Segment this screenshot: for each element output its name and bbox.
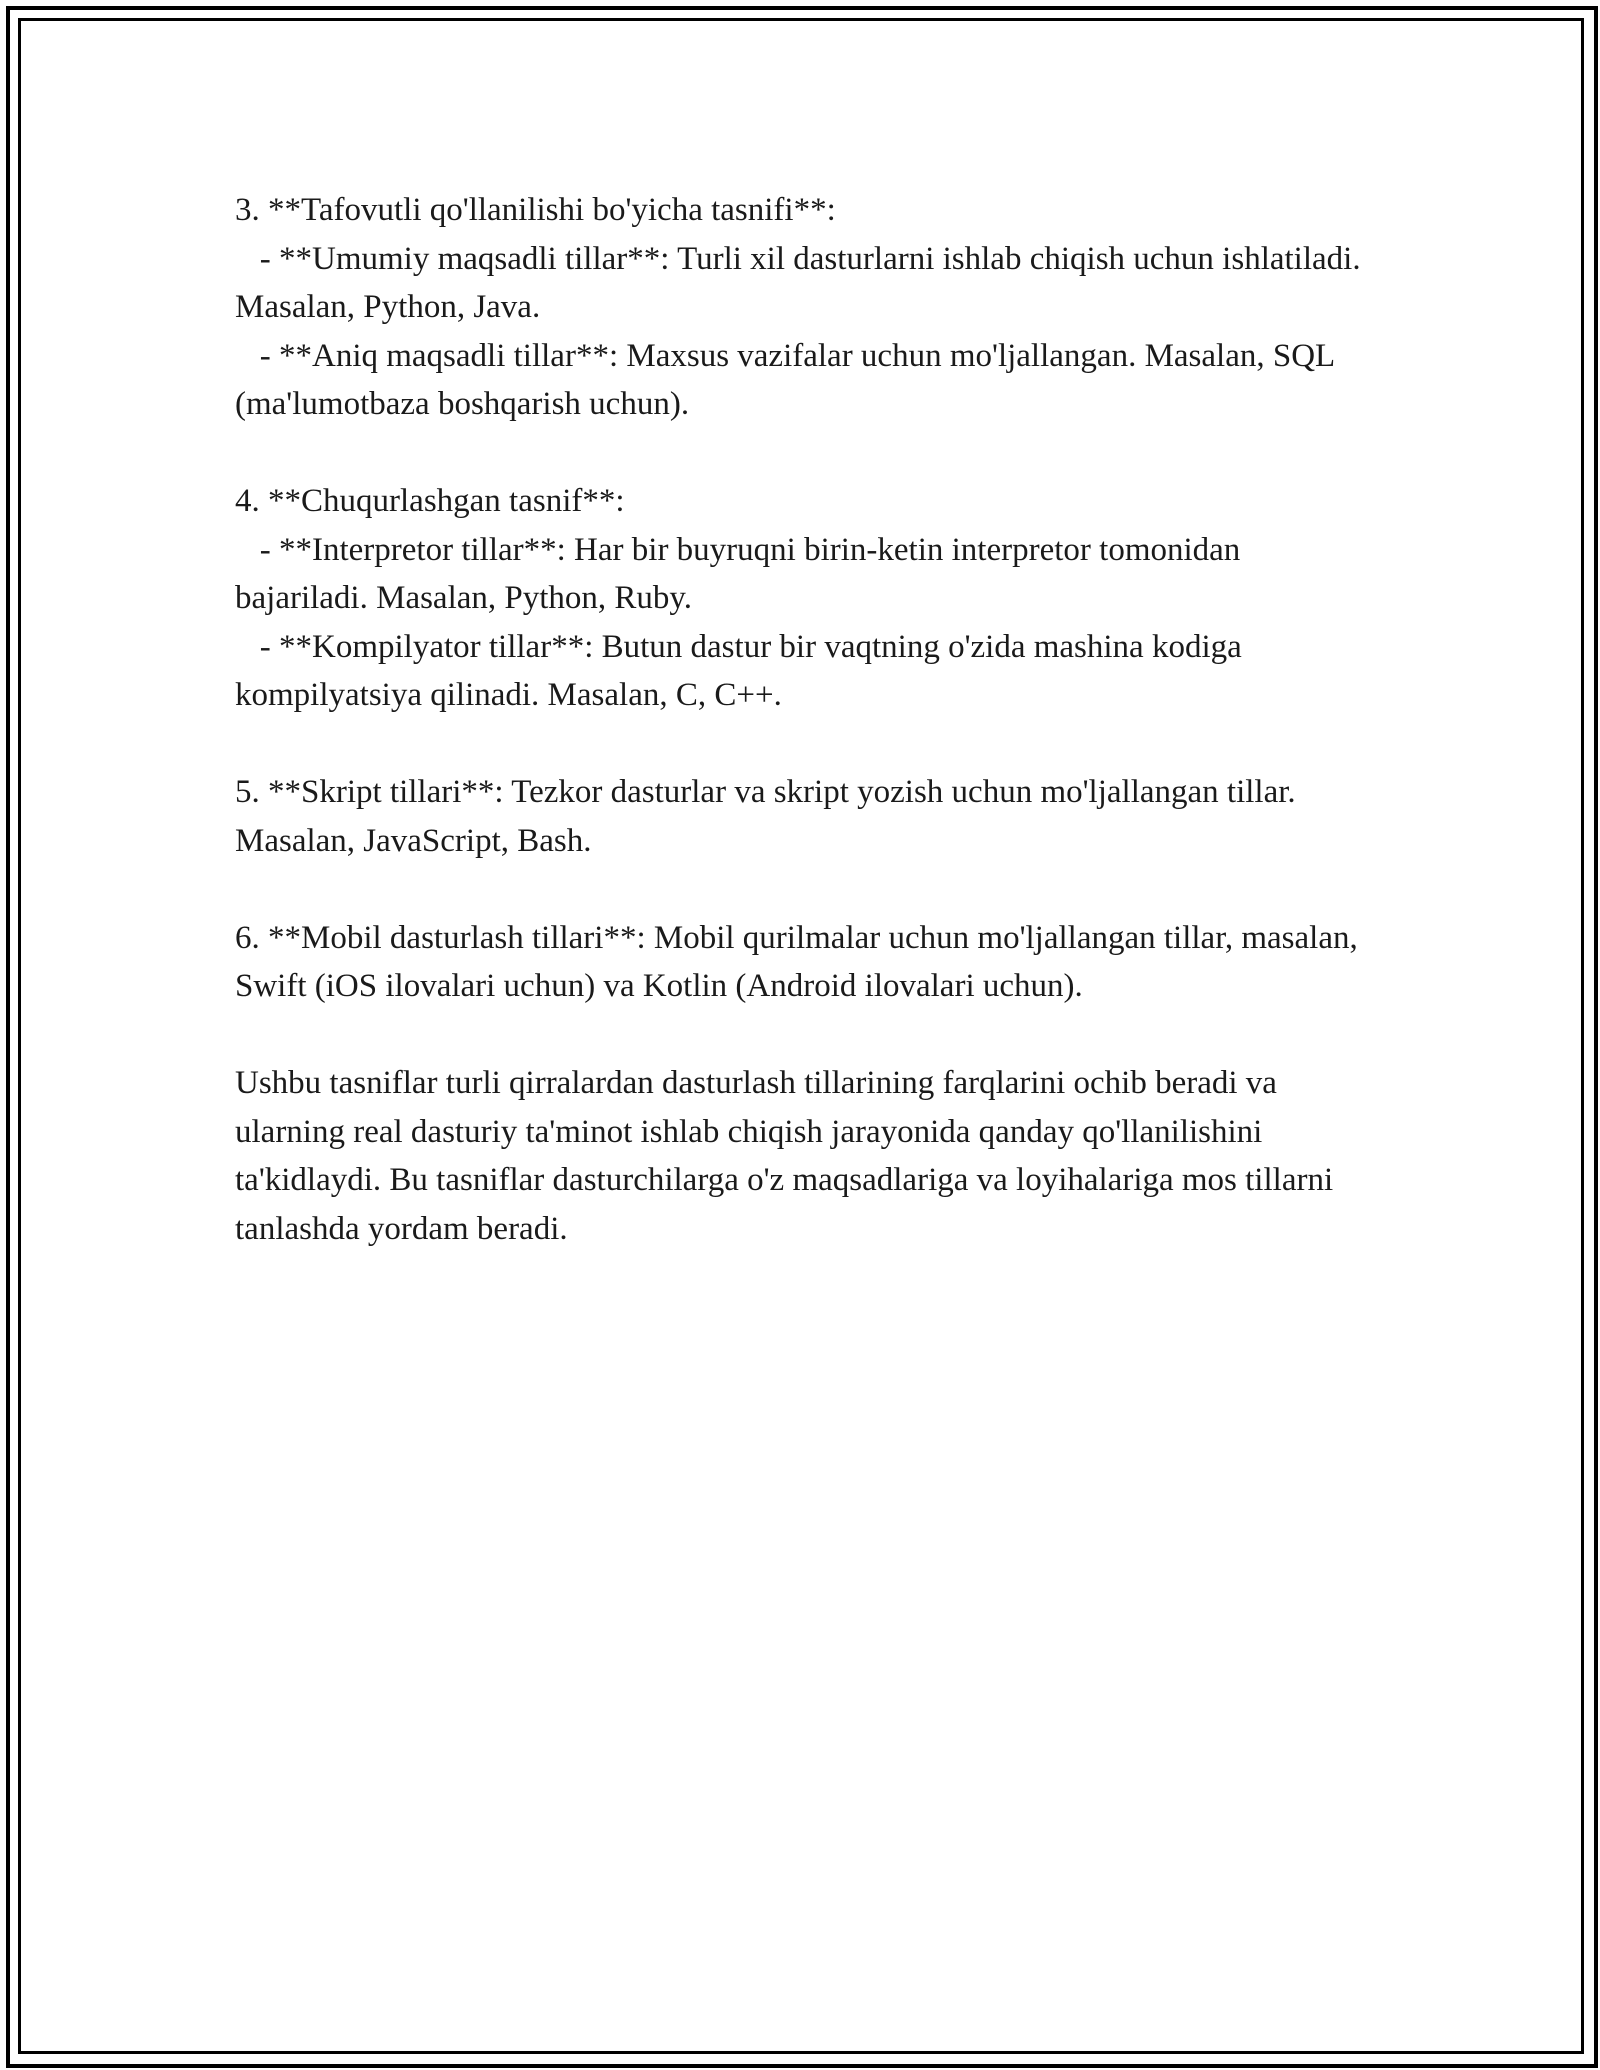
section-3-item-general-purpose: - **Umumiy maqsadli tillar**: Turli xil dasturlarni ishlab chiqish uchun ishlatiladi. Masalan, Python, Java. [235, 240, 1369, 325]
conclusion [235, 1059, 1375, 1253]
section-6-text: 6. **Mobil dasturlash tillari**: Mobil qurilmalar uchun mo'ljallangan tillar, masalan, Swift (iOS ilovalari uchun) va Kotlin (Android ilovalari uchun). [235, 919, 1366, 1004]
paragraph-gap [235, 1011, 1375, 1060]
section-5-text: 5. **Skript tillari**: Tezkor dasturlar va skript yozish uchun mo'ljallangan tillar. Masalan, JavaScript, Bash. [235, 774, 1304, 859]
paragraph-gap [235, 865, 1375, 914]
section-6 [235, 914, 1375, 1011]
paragraph-gap [235, 720, 1375, 769]
section-4-item-compiled: - **Kompilyator tillar**: Butun dastur bir vaqtning o'zida mashina kodiga kompilyatsiya qilinadi. Masalan, C, C++. [235, 628, 1251, 713]
section-4-heading: 4. **Chuqurlashgan tasnif**: [235, 483, 625, 519]
section-5 [235, 768, 1375, 865]
conclusion-text: Ushbu tasniflar turli qirralardan dasturlash tillarining farqlarini ochib beradi va ularning real dasturiy ta'minot ishlab chiqish jarayonida qanday qo'llanilishini ta'kidlaydi. Bu tasniflar dasturchilarga o'z maqsadlariga va loyihalariga mos tillarni tanlashda yordam beradi. [235, 1065, 1342, 1247]
section-3-heading: 3. **Tafovutli qo'llanilishi bo'yicha tasnifi**: [235, 192, 836, 228]
section-3 [235, 186, 1375, 429]
paragraph-gap [235, 429, 1375, 478]
section-3-item-specific-purpose: - **Aniq maqsadli tillar**: Maxsus vazifalar uchun mo'ljallangan. Masalan, SQL (ma'lumotbaza boshqarish uchun). [235, 337, 1343, 422]
document-body [235, 186, 1375, 1253]
section-4-item-interpreted: - **Interpretor tillar**: Har bir buyruqni birin-ketin interpretor tomonidan bajariladi. Masalan, Python, Ruby. [235, 531, 1249, 616]
section-4 [235, 477, 1375, 720]
